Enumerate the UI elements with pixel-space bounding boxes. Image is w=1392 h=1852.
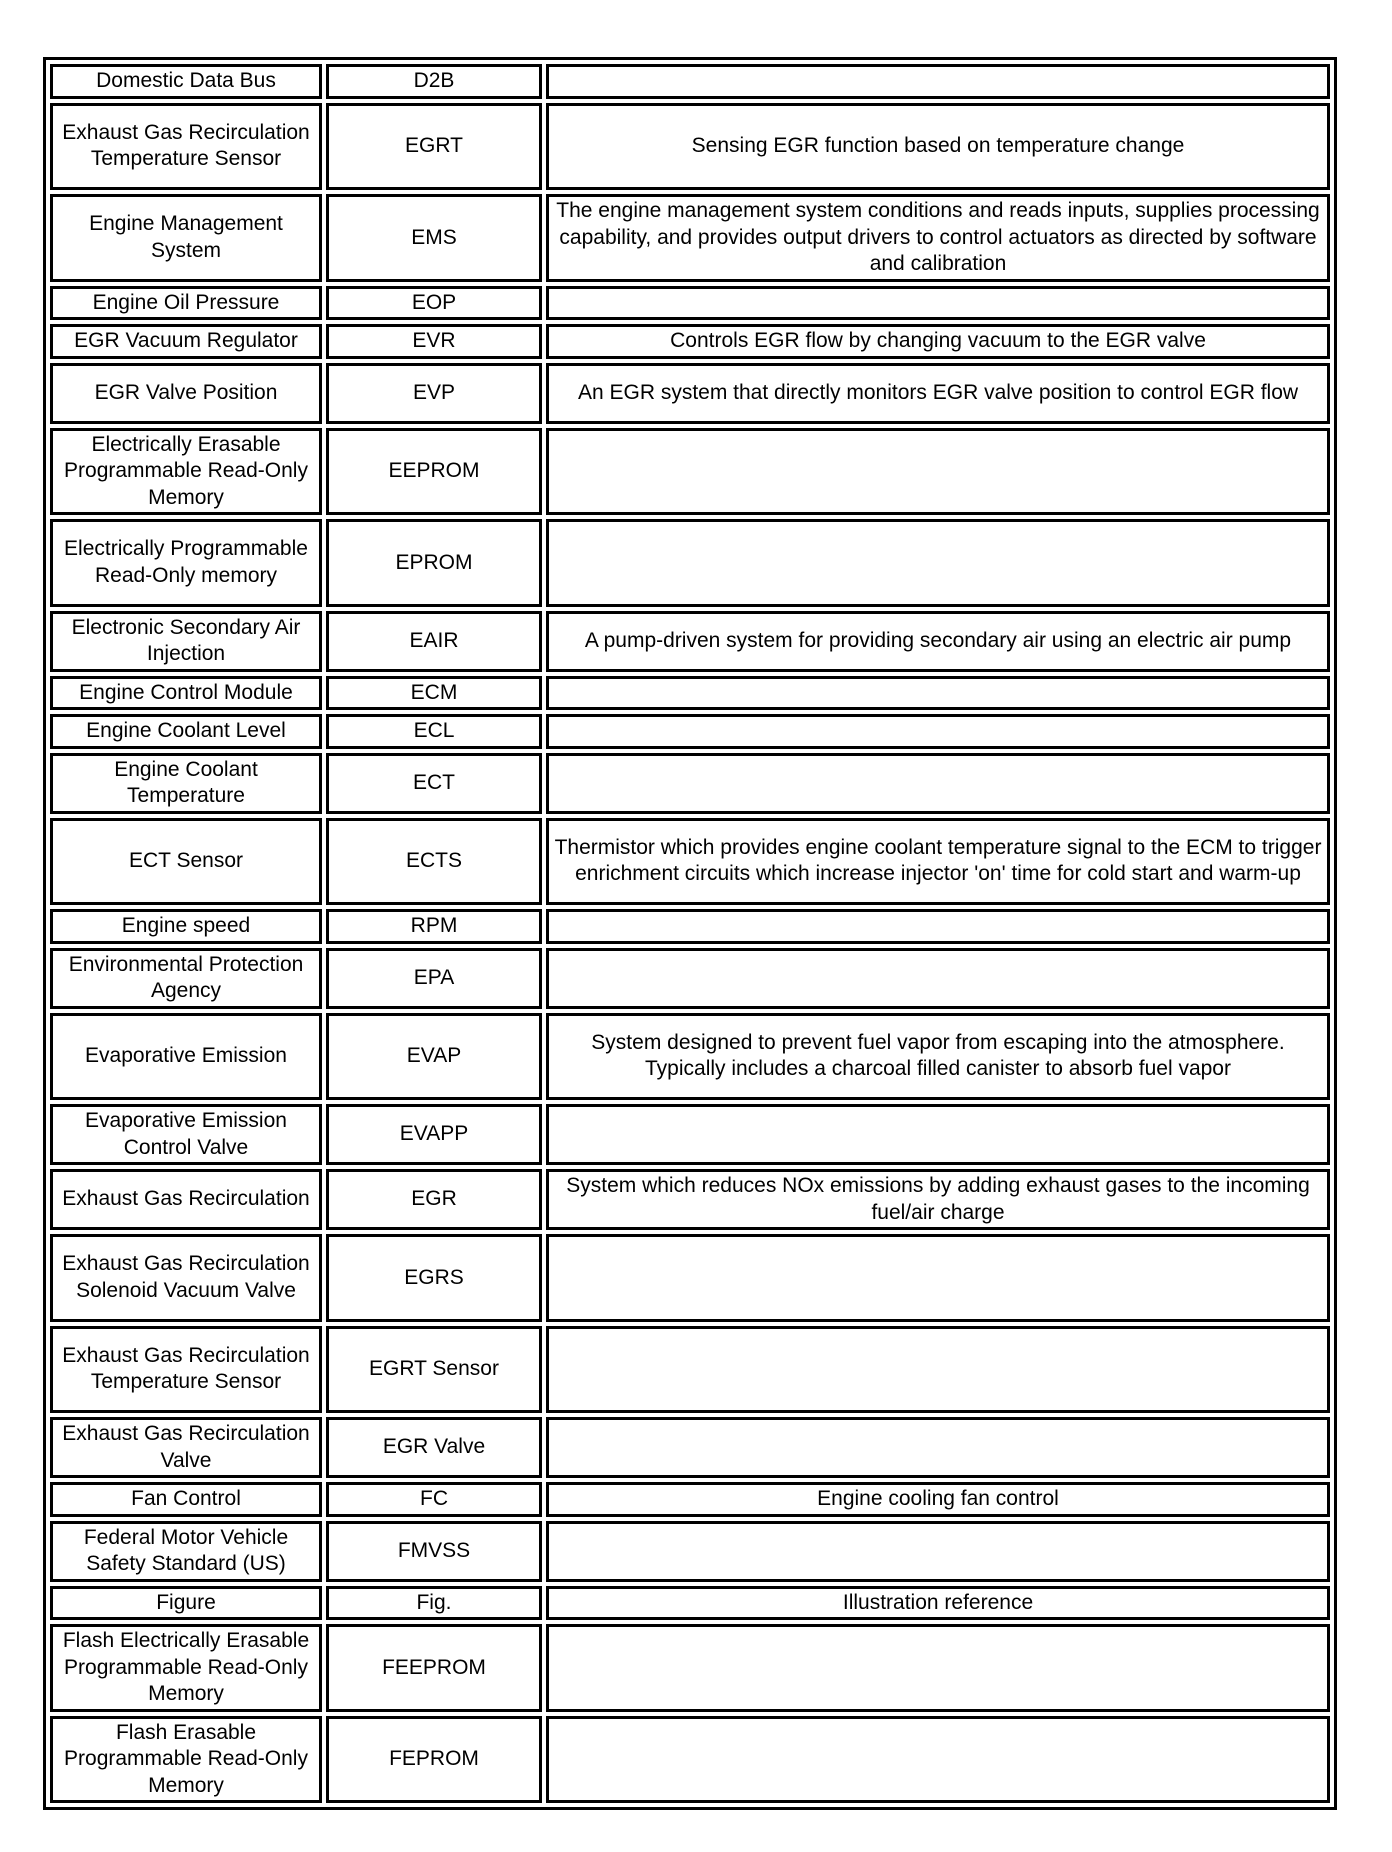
description-cell: The engine management system conditions and reads inputs, supplies processing capability, and provides output drivers to control actuators as directed by software and calibration bbox=[546, 194, 1330, 282]
term-cell: ECT Sensor bbox=[50, 818, 322, 906]
term-cell: Engine Coolant Level bbox=[50, 714, 322, 749]
description-cell bbox=[546, 909, 1330, 944]
abbreviation-cell: Fig. bbox=[326, 1586, 542, 1621]
term-cell: Figure bbox=[50, 1586, 322, 1621]
description-cell: Controls EGR flow by changing vacuum to the EGR valve bbox=[546, 324, 1330, 359]
table-row bbox=[50, 1586, 1330, 1621]
abbreviation-cell: EVAP bbox=[326, 1013, 542, 1101]
abbreviations-table bbox=[43, 57, 1337, 1810]
description-cell bbox=[546, 1326, 1330, 1414]
term-cell: EGR Valve Position bbox=[50, 363, 322, 424]
abbreviation-cell: EGRT bbox=[326, 103, 542, 191]
table-row bbox=[50, 676, 1330, 711]
term-cell: Engine Coolant Temperature bbox=[50, 753, 322, 814]
abbreviation-cell: RPM bbox=[326, 909, 542, 944]
description-cell: System which reduces NOx emissions by adding exhaust gases to the incoming fuel/air charge bbox=[546, 1169, 1330, 1230]
description-cell bbox=[546, 1234, 1330, 1322]
description-cell: A pump-driven system for providing secondary air using an electric air pump bbox=[546, 611, 1330, 672]
table-row bbox=[50, 324, 1330, 359]
description-cell: Sensing EGR function based on temperature change bbox=[546, 103, 1330, 191]
description-cell bbox=[546, 1417, 1330, 1478]
table-row bbox=[50, 1326, 1330, 1414]
abbreviation-cell: FEPROM bbox=[326, 1716, 542, 1804]
table-row bbox=[50, 1716, 1330, 1804]
description-cell bbox=[546, 64, 1330, 99]
abbreviation-cell: EEPROM bbox=[326, 428, 542, 516]
description-cell bbox=[546, 519, 1330, 607]
abbreviation-cell: EVAPP bbox=[326, 1104, 542, 1165]
abbreviation-cell: EGRT Sensor bbox=[326, 1326, 542, 1414]
table-row bbox=[50, 363, 1330, 424]
description-cell bbox=[546, 1104, 1330, 1165]
abbreviation-cell: EOP bbox=[326, 286, 542, 321]
abbreviation-cell: ECTS bbox=[326, 818, 542, 906]
term-cell: Engine Oil Pressure bbox=[50, 286, 322, 321]
term-cell: Exhaust Gas Recirculation bbox=[50, 1169, 322, 1230]
description-cell: Engine cooling fan control bbox=[546, 1482, 1330, 1517]
abbreviations-table-body bbox=[50, 64, 1330, 1803]
table-row bbox=[50, 1169, 1330, 1230]
abbreviation-cell: EAIR bbox=[326, 611, 542, 672]
table-row bbox=[50, 611, 1330, 672]
table-row bbox=[50, 194, 1330, 282]
abbreviation-cell: EPA bbox=[326, 948, 542, 1009]
term-cell: Exhaust Gas Recirculation Temperature Sensor bbox=[50, 103, 322, 191]
table-row bbox=[50, 428, 1330, 516]
abbreviation-cell: EPROM bbox=[326, 519, 542, 607]
term-cell: Electrically Programmable Read-Only memory bbox=[50, 519, 322, 607]
abbreviation-cell: EVR bbox=[326, 324, 542, 359]
table-row bbox=[50, 286, 1330, 321]
description-cell: An EGR system that directly monitors EGR valve position to control EGR flow bbox=[546, 363, 1330, 424]
term-cell: Electrically Erasable Programmable Read-Only Memory bbox=[50, 428, 322, 516]
term-cell: Exhaust Gas Recirculation Temperature Sensor bbox=[50, 1326, 322, 1414]
description-cell: Thermistor which provides engine coolant temperature signal to the ECM to trigger enrichment circuits which increase injector 'on' time for cold start and warm-up bbox=[546, 818, 1330, 906]
table-row bbox=[50, 1521, 1330, 1582]
term-cell: Flash Electrically Erasable Programmable Read-Only Memory bbox=[50, 1624, 322, 1712]
table-row bbox=[50, 818, 1330, 906]
table-row bbox=[50, 1624, 1330, 1712]
abbreviation-cell: EGR bbox=[326, 1169, 542, 1230]
table-row bbox=[50, 519, 1330, 607]
term-cell: Domestic Data Bus bbox=[50, 64, 322, 99]
description-cell bbox=[546, 1624, 1330, 1712]
term-cell: Exhaust Gas Recirculation Valve bbox=[50, 1417, 322, 1478]
description-cell bbox=[546, 753, 1330, 814]
table-row bbox=[50, 714, 1330, 749]
description-cell bbox=[546, 948, 1330, 1009]
term-cell: Evaporative Emission bbox=[50, 1013, 322, 1101]
description-cell bbox=[546, 286, 1330, 321]
table-row bbox=[50, 909, 1330, 944]
description-cell bbox=[546, 428, 1330, 516]
abbreviation-cell: EGRS bbox=[326, 1234, 542, 1322]
term-cell: Federal Motor Vehicle Safety Standard (US) bbox=[50, 1521, 322, 1582]
abbreviation-cell: ECL bbox=[326, 714, 542, 749]
table-row bbox=[50, 948, 1330, 1009]
abbreviation-cell: EVP bbox=[326, 363, 542, 424]
term-cell: Electronic Secondary Air Injection bbox=[50, 611, 322, 672]
description-cell bbox=[546, 676, 1330, 711]
abbreviation-cell: FC bbox=[326, 1482, 542, 1517]
abbreviation-cell: FEEPROM bbox=[326, 1624, 542, 1712]
term-cell: Engine Management System bbox=[50, 194, 322, 282]
term-cell: Evaporative Emission Control Valve bbox=[50, 1104, 322, 1165]
term-cell: Exhaust Gas Recirculation Solenoid Vacuum Valve bbox=[50, 1234, 322, 1322]
description-cell bbox=[546, 714, 1330, 749]
term-cell: Environmental Protection Agency bbox=[50, 948, 322, 1009]
term-cell: Engine Control Module bbox=[50, 676, 322, 711]
description-cell: Illustration reference bbox=[546, 1586, 1330, 1621]
table-row bbox=[50, 1013, 1330, 1101]
abbreviation-cell: EMS bbox=[326, 194, 542, 282]
table-row bbox=[50, 1104, 1330, 1165]
abbreviation-cell: D2B bbox=[326, 64, 542, 99]
table-row bbox=[50, 753, 1330, 814]
term-cell: Flash Erasable Programmable Read-Only Memory bbox=[50, 1716, 322, 1804]
description-cell: System designed to prevent fuel vapor from escaping into the atmosphere. Typically includes a charcoal filled canister to absorb fuel vapor bbox=[546, 1013, 1330, 1101]
table-row bbox=[50, 1417, 1330, 1478]
term-cell: Engine speed bbox=[50, 909, 322, 944]
table-row bbox=[50, 1234, 1330, 1322]
abbreviation-cell: FMVSS bbox=[326, 1521, 542, 1582]
table-row bbox=[50, 103, 1330, 191]
table-row bbox=[50, 1482, 1330, 1517]
abbreviation-cell: EGR Valve bbox=[326, 1417, 542, 1478]
abbreviation-cell: ECM bbox=[326, 676, 542, 711]
term-cell: Fan Control bbox=[50, 1482, 322, 1517]
table-row bbox=[50, 64, 1330, 99]
term-cell: EGR Vacuum Regulator bbox=[50, 324, 322, 359]
abbreviation-cell: ECT bbox=[326, 753, 542, 814]
description-cell bbox=[546, 1716, 1330, 1804]
description-cell bbox=[546, 1521, 1330, 1582]
